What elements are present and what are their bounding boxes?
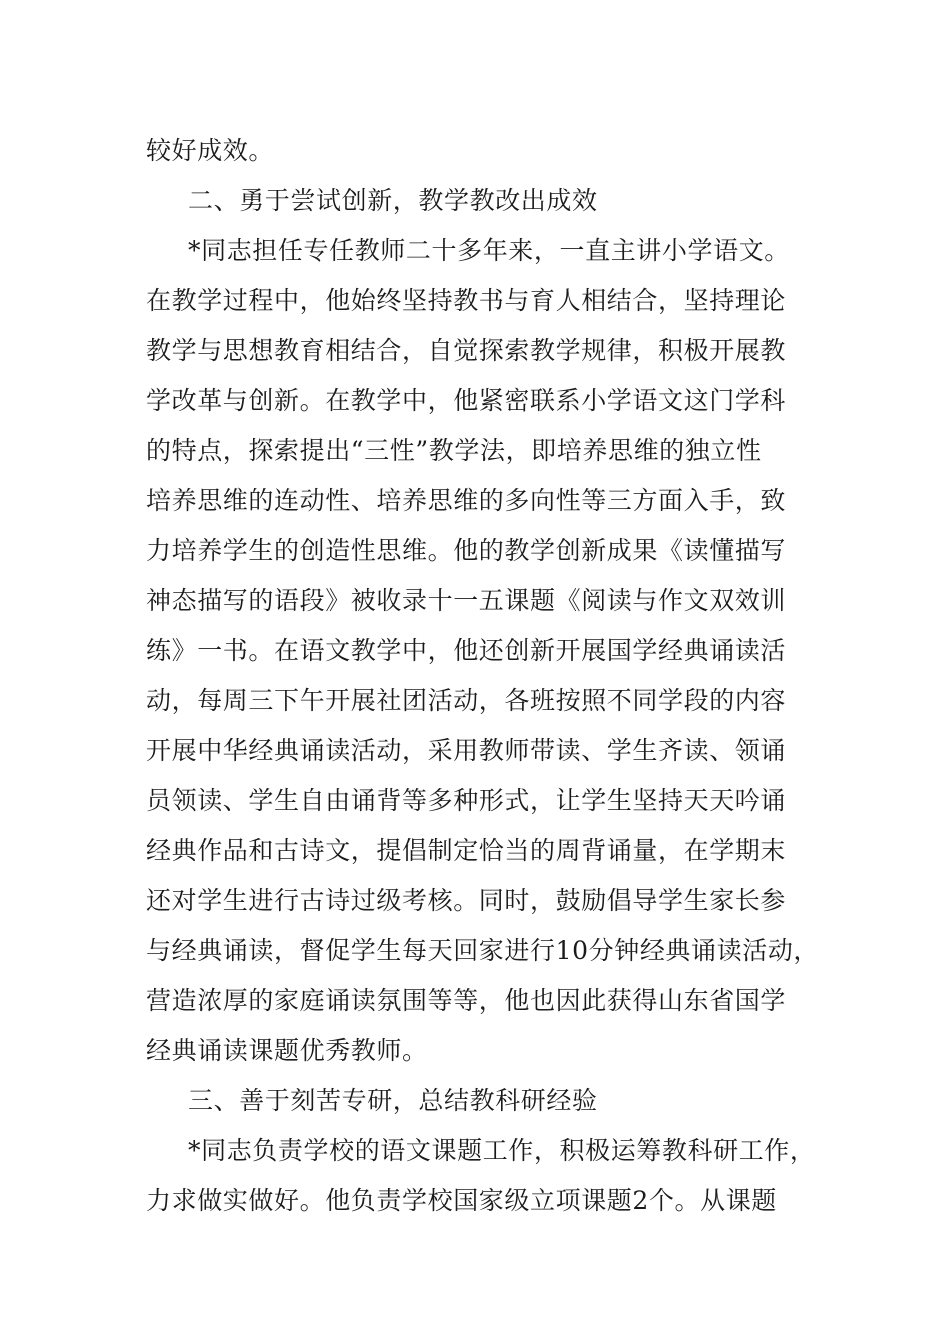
paragraph-line: 在教学过程中，他始终坚持教书与育人相结合，坚持理论 <box>146 286 787 315</box>
paragraph-line: 练》一书。在语文教学中，他还创新开展国学经典诵读活 <box>146 636 787 665</box>
paragraph-line: 教学与思想教育相结合，自觉探索教学规律，积极开展教 <box>146 336 787 365</box>
paragraph-line: 还对学生进行古诗过级考核。同时，鼓励倡导学生家长参 <box>146 886 787 915</box>
paragraph-line: 开展中华经典诵读活动，采用教师带读、学生齐读、领诵 <box>146 736 787 765</box>
paragraph-line: 动，每周三下午开展社团活动，各班按照不同学段的内容 <box>146 686 787 715</box>
paragraph-line: 学改革与创新。在教学中，他紧密联系小学语文这门学科 <box>146 386 787 415</box>
paragraph-line: 力培养学生的创造性思维。他的教学创新成果《读懂描写 <box>146 536 787 565</box>
section-heading: 二、勇于尝试创新，教学教改出成效 <box>188 186 598 215</box>
paragraph-line: 神态描写的语段》被收录十一五课题《阅读与作文双效训 <box>146 586 787 615</box>
paragraph-line: 员领读、学生自由诵背等多种形式，让学生坚持天天吟诵 <box>146 786 787 815</box>
paragraph-line: 经典作品和古诗文，提倡制定恰当的周背诵量，在学期末 <box>146 836 787 865</box>
paragraph-line: 培养思维的连动性、培养思维的多向性等三方面入手，致 <box>146 486 787 515</box>
paragraph-line: 与经典诵读，督促学生每天回家进行10分钟经典诵读活动， <box>146 936 820 965</box>
paragraph-line: *同志负责学校的语文课题工作，积极运筹教科研工作， <box>188 1136 816 1165</box>
paragraph-line: *同志担任专任教师二十多年来，一直主讲小学语文。 <box>188 236 790 265</box>
paragraph-line: 力求做实做好。他负责学校国家级立项课题2个。从课题 <box>146 1186 777 1215</box>
paragraph-line: 经典诵读课题优秀教师。 <box>146 1036 428 1065</box>
section-heading: 三、善于刻苦专研，总结教科研经验 <box>188 1086 598 1115</box>
paragraph-line: 营造浓厚的家庭诵读氛围等等，他也因此获得山东省国学 <box>146 986 787 1015</box>
paragraph-line: 的特点，探索提出“三性”教学法，即培养思维的独立性 <box>146 436 762 465</box>
paragraph-line: 较好成效。 <box>146 136 275 165</box>
